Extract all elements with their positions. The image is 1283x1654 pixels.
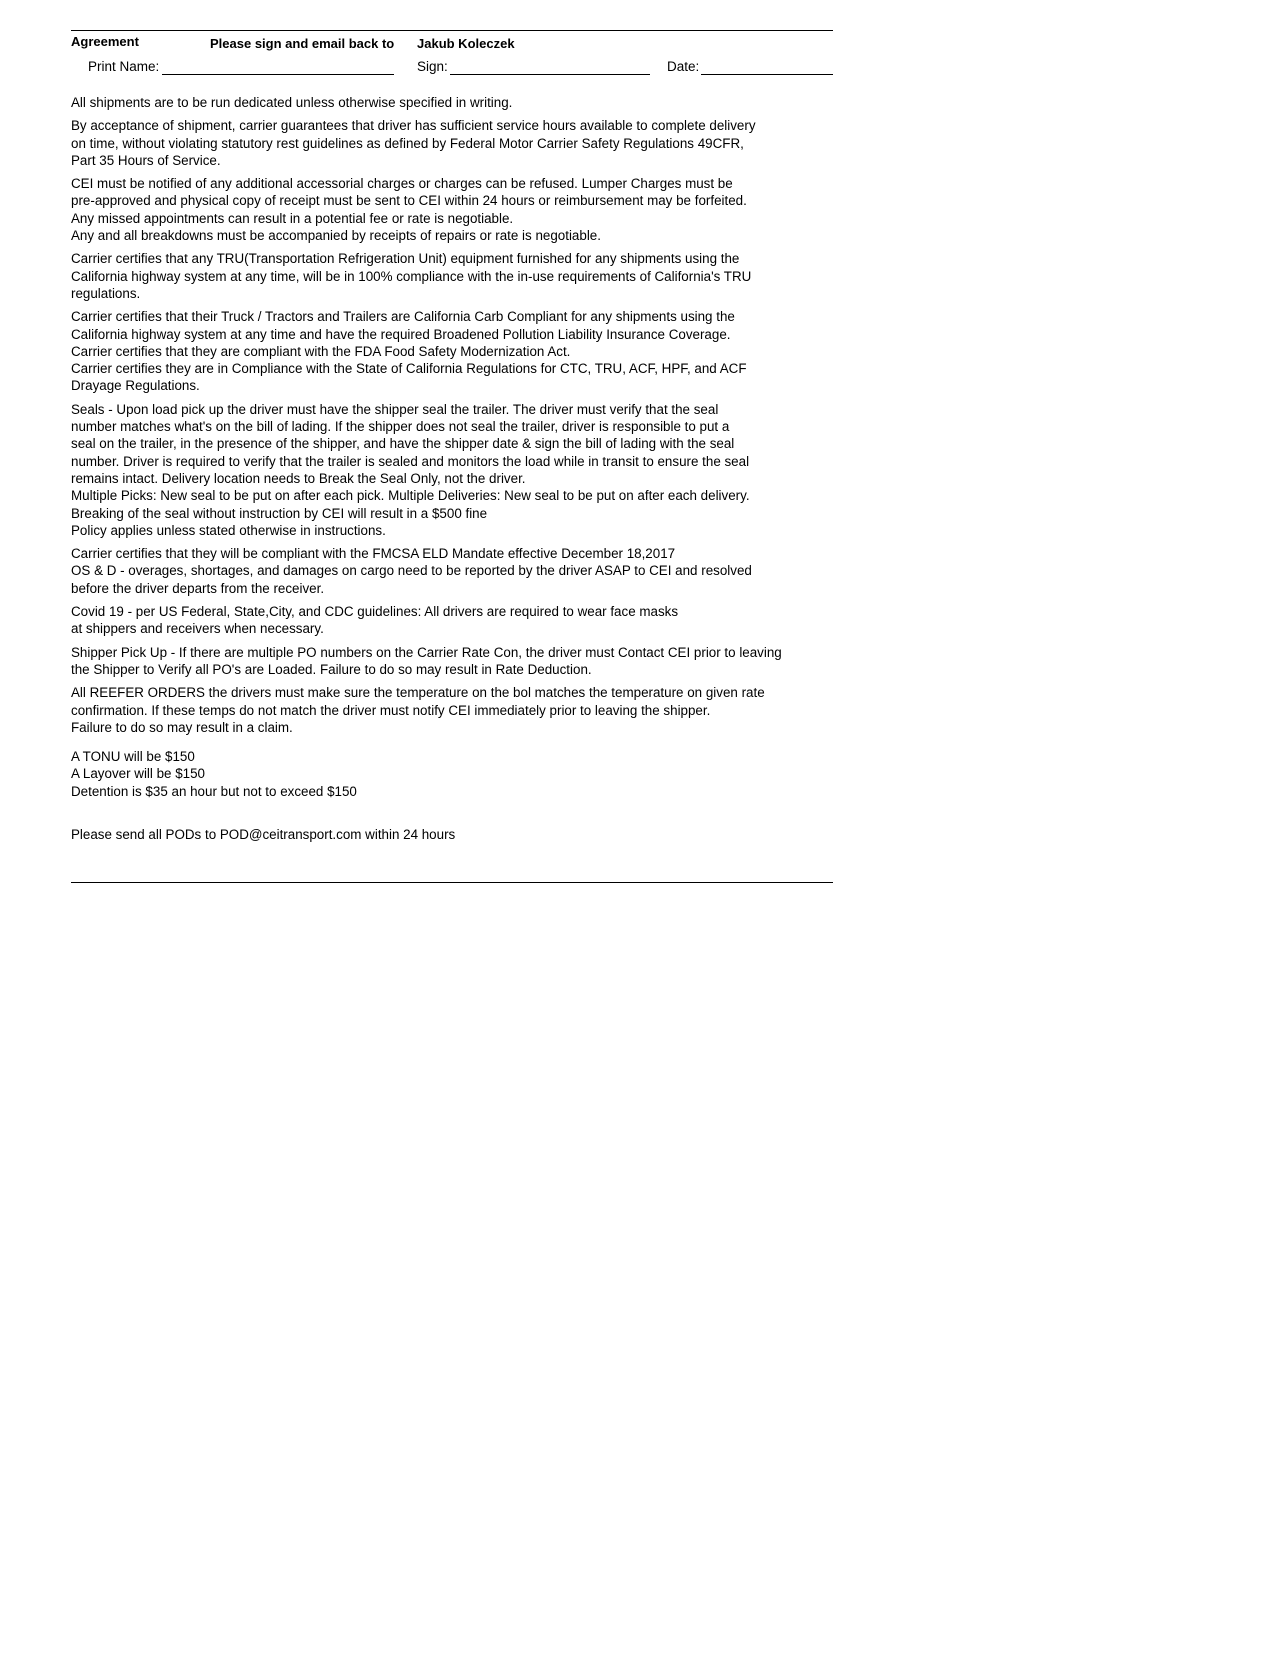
top-divider (71, 30, 833, 31)
fee-layover: A Layover will be $150 (71, 766, 205, 782)
term-paragraph: CEI must be notified of any additional accessorial charges or charges can be refused. Lumper Charges must be pre-approved and physical copy of receipt must be sent to CEI within 24 hours or reimbursement may be forfeited. Any missed appointments can result in a potential fee or rate is negotiable. Any and all breakdowns must be accompanied by receipts of repairs or rate is negotiable. (71, 176, 747, 244)
print-name-label: Print Name: (88, 59, 160, 74)
pod-notice: Please send all PODs to POD@ceitransport.com within 24 hours (71, 827, 456, 842)
return-instruction: Please sign and email back to (210, 36, 395, 51)
bottom-divider (71, 882, 833, 883)
fees-section (71, 748, 871, 800)
term-paragraph: Carrier certifies that any TRU(Transportation Refrigeration Unit) equipment furnished for any shipments using the California highway system at any time, will be in 100% compliance with the in-use requirements of California's TRU regulations. (71, 251, 752, 301)
agreement-heading: Agreement (71, 34, 139, 49)
term-paragraph: Carrier certifies that their Truck / Tractors and Trailers are California Carb Compliant for any shipments using the California highway system at any time and have the required Broadened Pollution Liability Insurance Coverage. Carrier certifies that they are compliant with the FDA Food Safety Modernization Act. Carrier certifies they are in Compliance with the State of California Regulations for CTC, TRU, ACF, HPF, and ACF Drayage Regulations. (71, 309, 747, 394)
date-label: Date: (667, 59, 700, 74)
fee-tonu: A TONU will be $150 (71, 749, 195, 764)
term-paragraph: By acceptance of shipment, carrier guarantees that driver has sufficient service hours available to complete delivery on time, without violating statutory rest guidelines as defined by Federal Motor Carrier Safety Regulations 49CFR, Part 35 Hours of Service. (71, 118, 756, 168)
contact-name: Jakub Koleczek (417, 36, 515, 51)
term-paragraph: All REEFER ORDERS the drivers must make sure the temperature on the bol matches the temperature on given rate confirmation. If these temps do not match the driver must notify CEI immediately prior to leaving the shipper. Failure to do so may result in a claim. (71, 685, 765, 735)
term-paragraph: Shipper Pick Up - If there are multiple PO numbers on the Carrier Rate Con, the driver must Contact CEI prior to leaving the Shipper to Verify all PO's are Loaded. Failure to do so may result in Rate Deduction. (71, 644, 782, 677)
term-paragraph: Carrier certifies that they will be compliant with the FMCSA ELD Mandate effective December 18,2017 OS & D - overages, shortages, and damages on cargo need to be reported by the driver ASAP to CEI and resolved before the driver departs from the receiver. (71, 546, 752, 596)
print-name-line[interactable] (162, 74, 394, 75)
term-paragraph: Covid 19 - per US Federal, State,City, and CDC guidelines: All drivers are required to wear face masks at shippers and receivers when necessary. (71, 604, 679, 637)
date-line[interactable] (701, 74, 833, 75)
fee-detention: Detention is $35 an hour but not to exceed $150 (71, 783, 357, 799)
signature-line[interactable] (450, 74, 650, 75)
term-paragraph: Seals - Upon load pick up the driver must have the shipper seal the trailer. The driver must verify that the seal number matches what's on the bill of lading. If the shipper does not seal the trailer, driver is responsible to put a seal on the trailer, in the presence of the shipper, and have the shipper date & sign the bill of lading with the seal number. Driver is required to verify that the trailer is sealed and monitors the load while in transit to ensure the seal remains intact. Delivery location needs to Break the Seal Only, not the driver. Multiple Picks: New seal to be put on after each pick. Multiple Deliveries: New seal to be put on after each delivery. Breaking of the seal without instruction by CEI will result in a $500 fine Policy applies unless stated otherwise in instructions. (71, 401, 750, 538)
terms-section (71, 94, 871, 736)
sign-label: Sign: (417, 59, 448, 74)
term-paragraph: All shipments are to be run dedicated unless otherwise specified in writing. (71, 95, 513, 110)
